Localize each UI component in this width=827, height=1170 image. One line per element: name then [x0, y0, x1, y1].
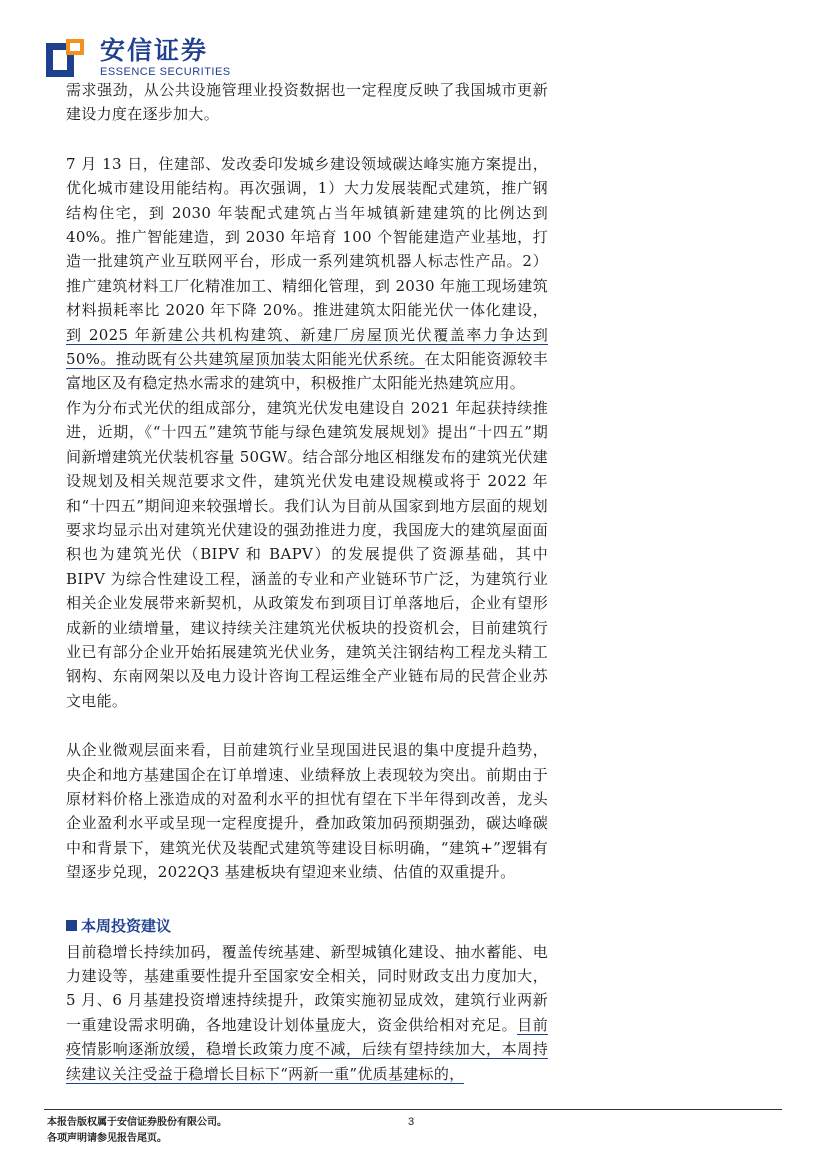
report-body	[66, 78, 548, 1086]
paragraph-text: 7 月 13 日，住建部、发改委印发城乡建设领域碳达峰实施方案提出，优化城市建设用能结构。再次强调，1）大力发展装配式建筑，推广钢结构住宅，到 2030 年装配式建筑占当年城镇新建建筑的比例达到 40%。推广智能建造，到 2030 年培育 100 个智能建造产业基地，打造一批建筑产业互联网平台，形成一系列建筑机器人标志性产品。2）推广建筑材料工厂化精准加工、精细化管理，到 2030 年施工现场建筑材料损耗率比 2020 年下降 20%。推进建筑太阳能光伏一体化建设，	[66, 154, 548, 320]
paragraph-enterprise-outlook	[66, 738, 548, 884]
underlined-highlight: 目前疫情影响逐渐放缓，稳增长政策力度不减，后续有望持续加大，本周持续建议关注受益于稳增长目标下“两新一重”优质基建标的，	[66, 1015, 548, 1083]
paragraph-urban-renewal	[66, 78, 548, 127]
section-heading-text: 本周投资建议	[81, 916, 172, 935]
logo-english-name: ESSENCE SECURITIES	[100, 66, 231, 78]
paragraph-investment-advice	[66, 940, 548, 1086]
page-number: 3	[408, 1116, 415, 1128]
paragraph-building-pv	[66, 396, 548, 713]
logo-text	[100, 37, 231, 79]
section-heading	[66, 915, 548, 936]
paragraph-text: 需求强劲，从公共设施管理业投资数据也一定程度反映了我国城市更新建设力度在逐步加大。	[66, 81, 548, 124]
paragraph-text: 目前稳增长持续加码，覆盖传统基建、新型城镇化建设、抽水蓄能、电力建设等，基建重要性提升至国家安全相关，同时财政支出力度加大，5 月、6 月基建投资增速持续提升，政策实施初显成效，建筑行业两新一重建设需求明确，各地建设计划体量庞大，资金供给相对充足。	[66, 942, 548, 1034]
logo-mark-icon	[44, 37, 88, 81]
disclaimer-text: 各项声明请参见报告尾页。	[47, 1133, 167, 1144]
underlined-highlight: 到 2025 年新建公共机构建筑、新建厂房屋顶光伏覆盖率力争达到 50%。推动既有公共建筑屋顶加装太阳能光伏系统。	[66, 325, 548, 369]
copyright-text: 本报告版权属于安信证券股份有限公司。	[47, 1117, 227, 1128]
paragraph-carbon-peak-plan	[66, 152, 548, 396]
logo-chinese-name: 安信证券	[100, 36, 209, 65]
paragraph-text: 在太阳能资源较丰富地区及有稳定热水需求的建筑中，积极推广太阳能光热建筑应用。	[66, 350, 549, 393]
footer-notice	[47, 1115, 227, 1147]
paragraph-text: 从企业微观层面来看，目前建筑行业呈现国进民退的集中度提升趋势，央企和地方基建国企在订单增速、业绩释放上表现较为突出。前期由于原材料价格上涨造成的对盈利水平的担忧有望在下半年得到改善，龙头企业盈利水平或呈现一定程度提升，叠加政策加码预期强劲，碳达峰碳中和背景下，建筑光伏及装配式建筑等建设目标明确，“建筑+”逻辑有望逐步兑现，2022Q3 基建板块有望迎来业绩、估值的双重提升。	[66, 741, 548, 882]
footer-divider	[44, 1109, 782, 1110]
square-bullet-icon	[66, 920, 77, 931]
company-logo	[44, 37, 231, 81]
paragraph-text: 作为分布式光伏的组成部分，建筑光伏发电建设自 2021 年起获持续推进，近期，《“十四五”建筑节能与绿色建筑发展规划》提出“十四五”期间新增建筑光伏装机容量 50GW。结合部分地区相继发布的建筑光伏建设规划及相关规范要求文件，建筑光伏发电建设规模或将于 2022 年和“十四五”期间迎来较强增长。我们认为目前从国家到地方层面的规划要求均显示出对建筑光伏建设的强劲推进力度，我国庞大的建筑屋面面积也为建筑光伏（BIPV 和 BAPV）的发展提供了资源基础，其中 BIPV 为综合性建设工程，涵盖的专业和产业链环节广泛，为建筑行业相关企业发展带来新契机，从政策发布到项目订单落地后，企业有望形成新的业绩增量，建议持续关注建筑光伏板块的投资机会，目前建筑行业已有部分企业开始拓展建筑光伏业务，建筑关注钢结构工程龙头精工钢构、东南网架以及电力设计咨询工程运维全产业链布局的民营企业苏文电能。	[66, 398, 548, 710]
